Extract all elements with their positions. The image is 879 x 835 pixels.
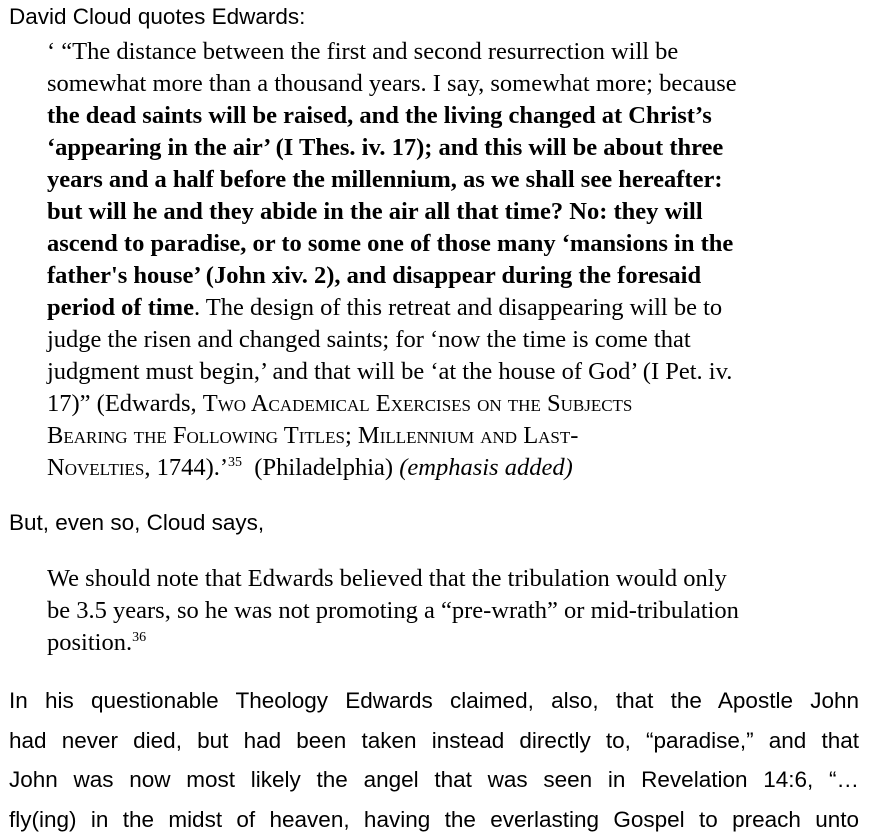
quote-line: We should note that Edwards believed that the tribulation would only [47,565,727,592]
quote-line [47,324,837,356]
quote-line [47,260,837,292]
emphasized-text: the dead saints will be raised, and the living changed at Christ’s [47,102,712,129]
quote-text: (Philadelphia) [242,454,400,481]
quote-line [47,228,837,260]
emphasized-text: years and a half before the millennium, as we shall see hereafter: [47,166,723,193]
quote-line [47,100,837,132]
emphasized-text: period of time [47,294,194,321]
emphasized-text: father's house’ (John xiv. 2), and disappear during the foresaid [47,262,702,289]
quote-text: 17)” (Edwards, [47,390,203,417]
paragraph-line: In his questionable Theology Edwards claimed, also, that the Apostle John [9,688,859,713]
paragraph-line: fly(ing) in the midst of heaven, having the everlasting Gospel to preach unto [9,806,859,832]
quote-line [47,627,837,659]
quote-text: position. [47,629,133,656]
quote-line [47,68,837,100]
footnote-ref-36[interactable]: 36 [132,630,147,645]
quote-text: ‘ “The distance between the first and second resurrection will be [47,38,679,65]
quote-line [47,452,837,484]
book-title-text: Two Academical Exercises on the Subjects [202,390,633,417]
emphasized-text: ascend to paradise, or to some one of those many ‘mansions in the [47,230,734,257]
quote-line: be 3.5 years, so he was not promoting a “pre-wrath” or mid-tribulation [47,597,739,624]
quote-line [47,356,837,388]
emphasized-text: but will he and they abide in the air all that time? No: they will [47,198,703,225]
edwards-block-quote [47,36,837,484]
book-title-text: Bearing the Following Titles; Millennium and Last- [47,422,579,449]
quote-line [47,36,837,68]
quote-line [47,132,837,164]
cloud-block-quote [47,563,837,659]
quote-line [47,164,837,196]
intro-line-cloud-quotes: David Cloud quotes Edwards: [9,4,306,29]
footnote-ref-35[interactable]: 35 [228,455,243,470]
quote-line [47,388,837,420]
quote-text: judge the risen and changed saints; for ‘now the time is come that [47,326,691,353]
intro-line-cloud-says: But, even so, Cloud says, [9,510,265,535]
quote-line [47,196,837,228]
quote-line [47,292,837,324]
quote-text: somewhat more than a thousand years. I say, somewhat more; because [47,70,737,97]
quote-line [47,420,837,452]
quote-text: judgment must begin,’ and that will be ‘at the house of God’ (I Pet. iv. [47,358,733,385]
quote-text: . The design of this retreat and disappearing will be to [193,294,723,321]
quote-text: , 1744).’ [144,454,229,481]
paragraph-line: had never died, but had been taken instead directly to, “paradise,” and that [9,727,859,753]
emphasized-text: ‘appearing in the air’ (I Thes. iv. 17); and this will be about three [47,134,724,161]
body-paragraph [9,681,859,835]
book-title-text: Novelties [47,454,145,481]
paragraph-line: John was now most likely the angel that was seen in Revelation 14:6, “… [9,767,859,792]
emphasis-note: (emphasis added) [399,454,573,481]
